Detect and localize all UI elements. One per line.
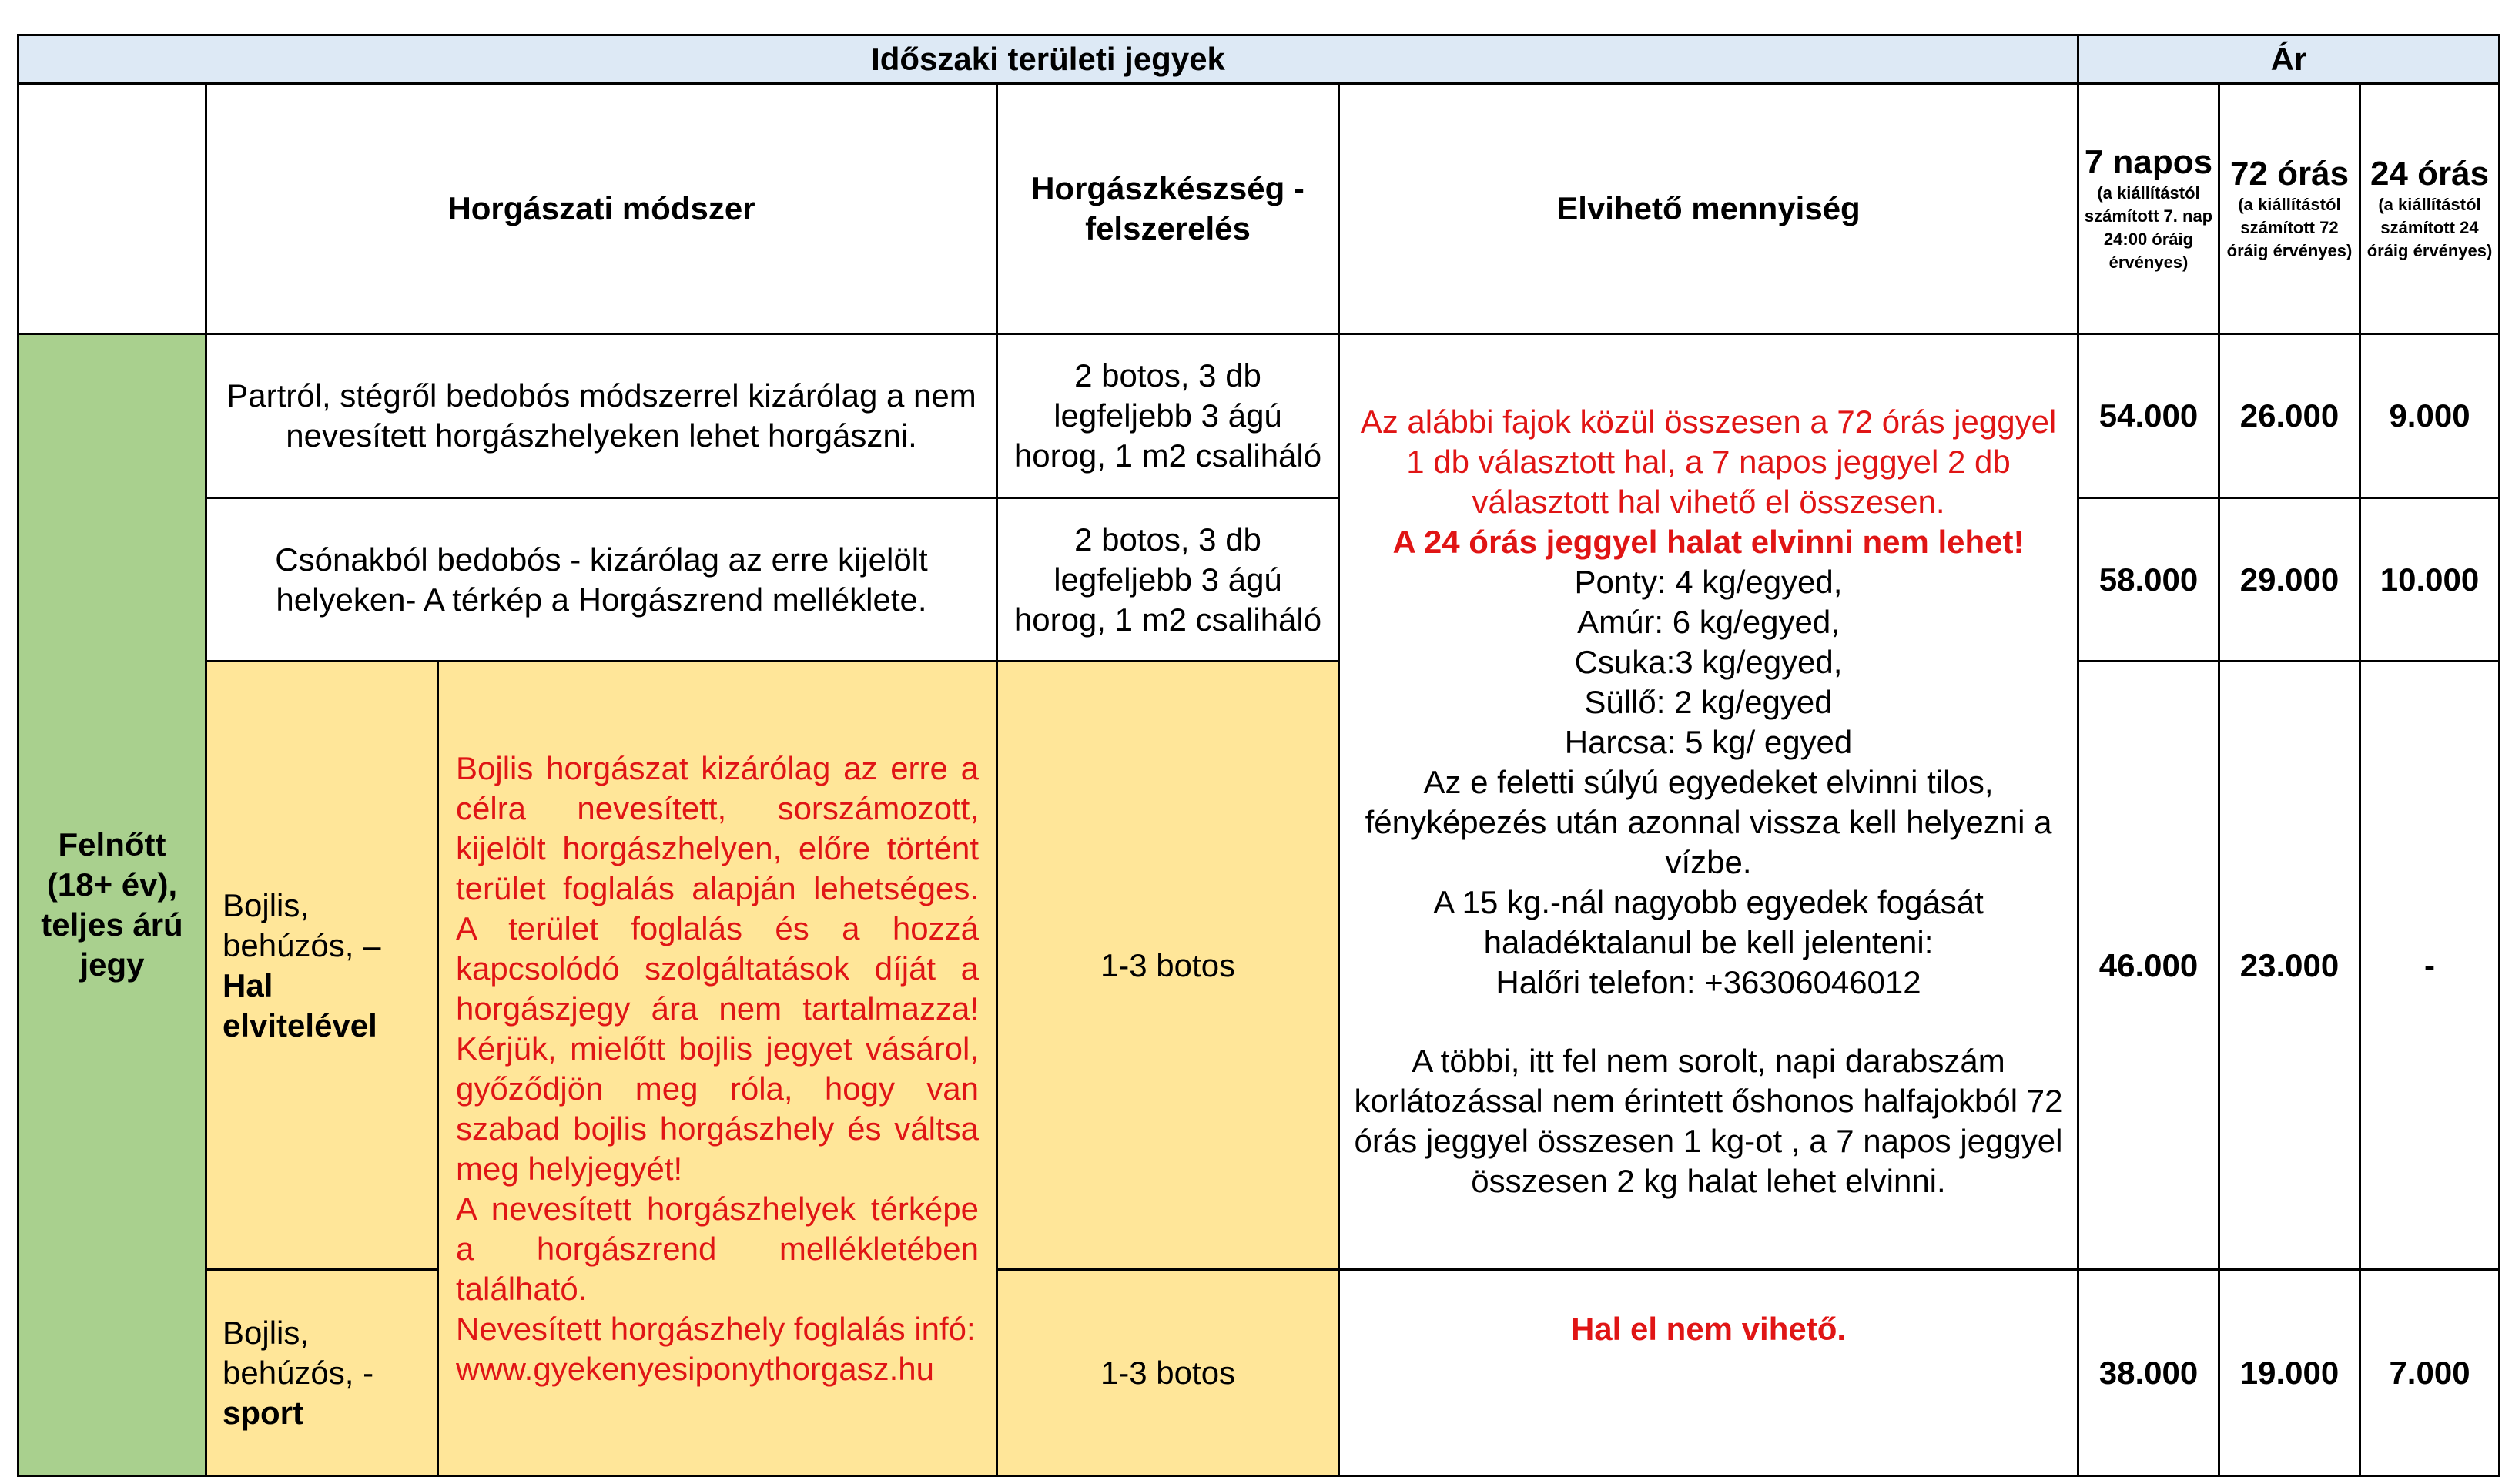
table-title: Időszaki területi jegyek (18, 35, 2078, 84)
method-cell (206, 1270, 438, 1476)
table-row (18, 1270, 2500, 1476)
method-text-bold: sport (223, 1394, 303, 1431)
species-limit: Ponty: 4 kg/egyed, (1574, 564, 1843, 600)
equipment-column-header: Horgászkészség - felszerelés (997, 84, 1339, 334)
method-text: Bojlis, behúzós, - (223, 1314, 374, 1391)
price-72-hour-header (2219, 84, 2360, 334)
boilie-map-text: A nevesített horgászhelyek térképe a horgászrend mellékletében található. (456, 1190, 979, 1307)
price-7-day-note: (a kiállítástól számított 7. nap 24:00 óráig érvényes) (2084, 183, 2213, 272)
catch-column-header: Elvihető mennyiség (1339, 84, 2078, 334)
price-cell: 9.000 (2360, 334, 2500, 498)
warden-phone: Halőri telefon: +36306046012 (1495, 964, 1921, 1000)
price-cell: 38.000 (2078, 1270, 2219, 1476)
other-species-rule: A többi, itt fel nem sorolt, napi darabszám korlátozással nem érintett őshonos halfajokból 72 órás jeggyel összesen 1 kg-ot , a 7 napos jeggyel összesen 2 kg halat lehet elvinni. (1354, 1043, 2063, 1199)
price-72-hour-label: 72 órás (2229, 155, 2350, 193)
no-catch-cell: Hal el nem vihető. (1339, 1270, 2078, 1476)
boilie-booking-url: www.gyekenyesiponythorgasz.hu (456, 1350, 935, 1387)
price-24-hour-header (2360, 84, 2500, 334)
release-rule: Az e feletti súlyú egyedeket elvinni tilos, fényképezés után azonnal vissza kell helyezni a vízbe. (1365, 764, 2052, 880)
price-cell: 29.000 (2219, 498, 2360, 662)
species-limit: Csuka:3 kg/egyed, (1574, 644, 1843, 680)
price-72-hour-note: (a kiállítástól számított 72 óráig érvényes) (2226, 195, 2353, 260)
price-header: Ár (2078, 35, 2500, 84)
equipment-cell: 2 botos, 3 db legfeljebb 3 ágú horog, 1 m2 csaliháló (997, 334, 1339, 498)
price-7-day-header (2078, 84, 2219, 334)
catch-limit-warning: Az alábbi fajok közül összesen a 72 órás jeggyel 1 db választott hal, a 7 napos jeggyel 2 db választott hal vihető el összesen. (1360, 404, 2057, 520)
equipment-cell: 2 botos, 3 db legfeljebb 3 ágú horog, 1 m2 csaliháló (997, 498, 1339, 662)
empty-header-cell (18, 84, 206, 334)
species-limit: Harcsa: 5 kg/ egyed (1564, 724, 1853, 760)
table-row (18, 498, 2500, 662)
method-column-header: Horgászati módszer (206, 84, 997, 334)
report-rule: A 15 kg.-nál nagyobb egyedek fogását haladéktalanul be kell jelenteni: (1433, 884, 1984, 960)
price-cell: 58.000 (2078, 498, 2219, 662)
price-cell: 19.000 (2219, 1270, 2360, 1476)
no-catch-24h-warning: A 24 órás jeggyel halat elvinni nem lehet! (1392, 524, 2025, 560)
catch-info-cell (1339, 334, 2078, 1270)
table-row (18, 334, 2500, 498)
price-cell: 7.000 (2360, 1270, 2500, 1476)
price-24-hour-label: 24 órás (2370, 155, 2490, 193)
species-limit: Süllő: 2 kg/egyed (1584, 684, 1833, 720)
method-cell: Partról, stégről bedobós módszerrel kizárólag a nem nevesített horgászhelyeken lehet horgászni. (206, 334, 997, 498)
method-text: Bojlis, behúzós, – (223, 886, 381, 963)
table-row (18, 662, 2500, 1270)
equipment-cell: 1-3 botos (997, 1270, 1339, 1476)
price-7-day-label: 7 napos (2084, 143, 2213, 181)
method-cell (206, 662, 438, 1270)
price-cell: - (2360, 662, 2500, 1270)
price-24-hour-note: (a kiállítástól számított 24 óráig érvényes) (2366, 195, 2493, 260)
boilie-note-cell (438, 662, 997, 1476)
price-cell: 54.000 (2078, 334, 2219, 498)
adult-category-cell: Felnőtt (18+ év), teljes árú jegy (18, 334, 206, 1476)
price-cell: 23.000 (2219, 662, 2360, 1270)
price-cell: 46.000 (2078, 662, 2219, 1270)
method-cell: Csónakból bedobós - kizárólag az erre kijelölt helyeken- A térkép a Horgászrend melléklete. (206, 498, 997, 662)
price-cell: 10.000 (2360, 498, 2500, 662)
boilie-note-text: Bojlis horgászat kizárólag az erre a célra nevesített, sorszámozott, kijelölt horgászhelyen, előre történt terület foglalás alapján lehetséges. A terület foglalás és a hozzá kapcsolódó szolgáltatások díját a horgászjegy ára nem tartalmazza! Kérjük, mielőtt bojlis jegyet vásárol, győződjön meg róla, hogy van szabad bojlis horgászhely és váltsa meg helyjegyét! (456, 749, 979, 1187)
price-cell: 26.000 (2219, 334, 2360, 498)
equipment-cell: 1-3 botos (997, 662, 1339, 1270)
boilie-booking-text: Nevesített horgászhely foglalás infó: (456, 1310, 976, 1347)
method-text-bold: Hal elvitelével (223, 966, 377, 1043)
ticket-price-table (17, 34, 2500, 1477)
species-limit: Amúr: 6 kg/egyed, (1577, 604, 1840, 640)
